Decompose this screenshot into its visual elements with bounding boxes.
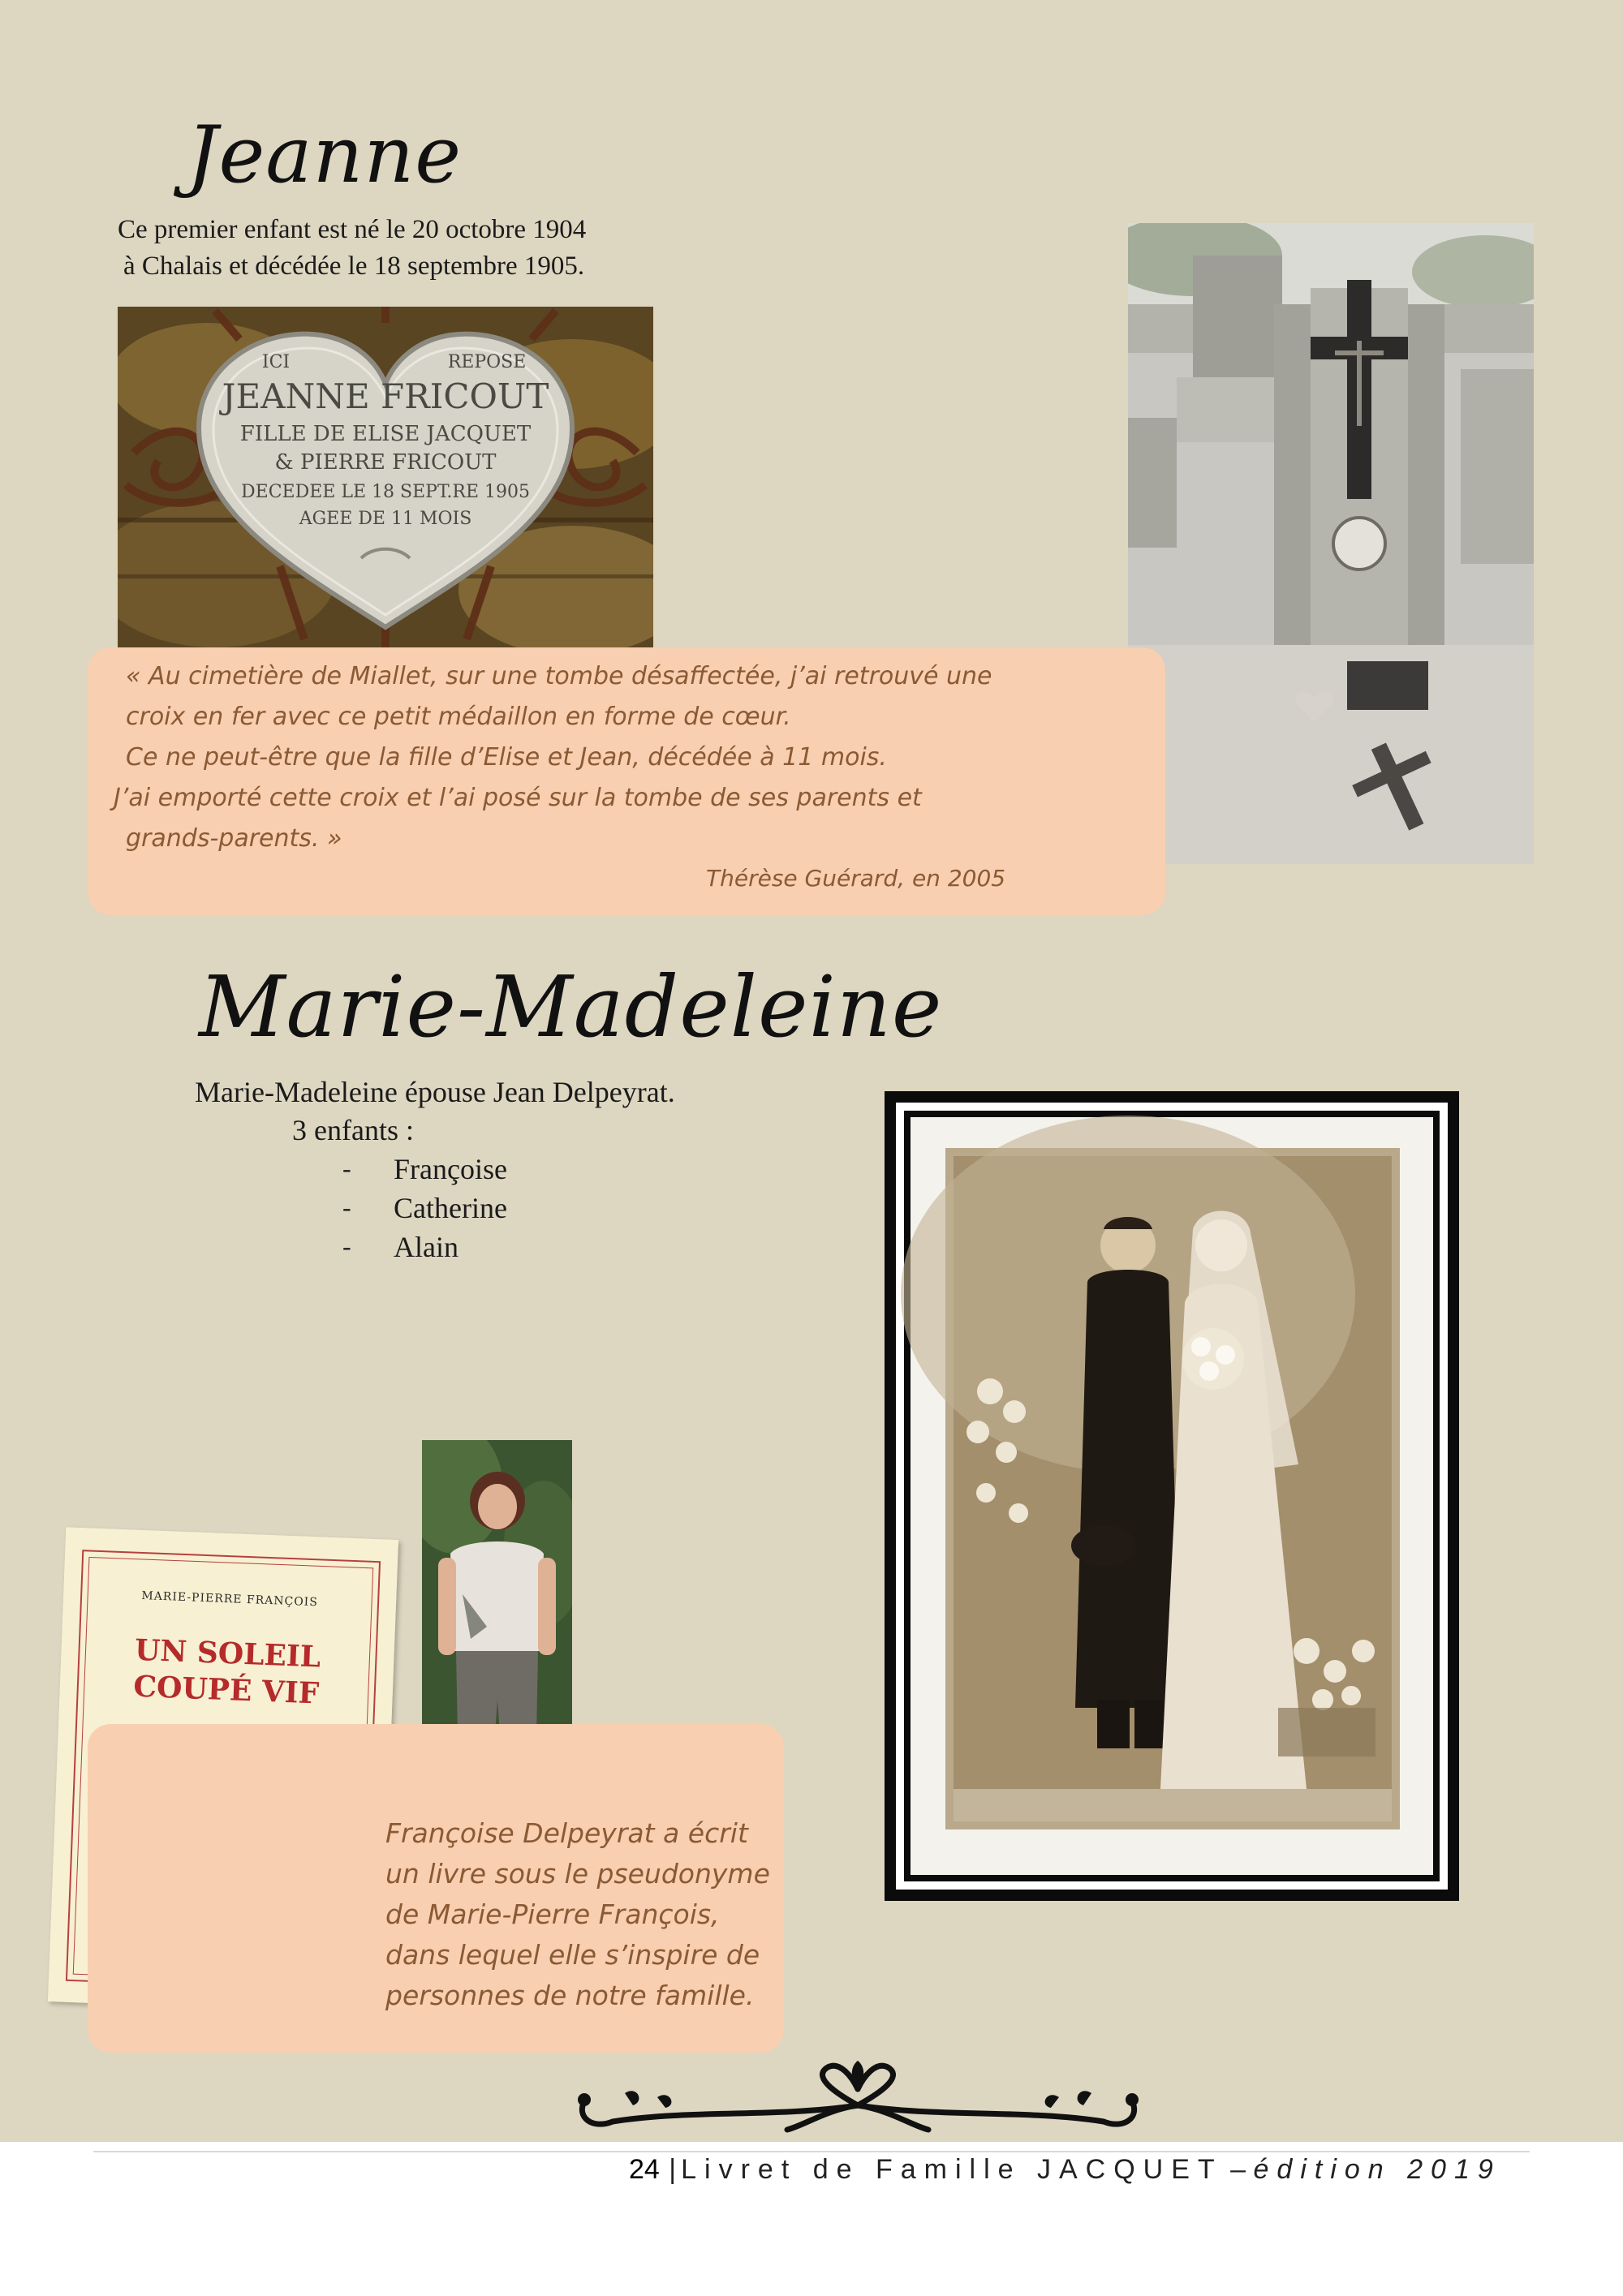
book-note-line-1: Françoise Delpeyrat a écrit <box>385 1817 748 1849</box>
cemetery-image <box>1128 223 1534 864</box>
plaque-text-repose: REPOSE <box>447 352 527 372</box>
plaque-text-name: JEANNE FRICOUT <box>222 376 549 416</box>
heart-plaque-image <box>118 307 653 656</box>
section-title-jeanne: Jeanne <box>187 110 462 200</box>
heart-plaque-photo <box>118 307 653 656</box>
book-title-line-2: COUPÉ VIF <box>132 1669 320 1711</box>
plaque-text-parents: FILLE DE ELISE JACQUET <box>239 422 532 446</box>
plaque-text-father: & PIERRE FRICOUT <box>274 450 497 475</box>
footer-dash: – <box>1230 2154 1246 2185</box>
book-title-line-1: UN SOLEIL <box>134 1632 321 1675</box>
footer-edition: édition 2019 <box>1253 2154 1501 2185</box>
children-label: 3 enfants : <box>292 1114 414 1146</box>
page-number: 24 <box>629 2154 660 2185</box>
plaque-text-age: AGEE DE 11 MOIS <box>299 509 472 529</box>
quote-line-5: grands-parents. » <box>126 824 342 853</box>
child-catherine: Catherine <box>394 1192 507 1224</box>
quote-line-1: « Au cimetière de Miallet, sur une tombe désaffectée, j’ai retrouvé une <box>126 662 992 690</box>
book-note-line-4: dans lequel elle s’inspire de <box>385 1939 760 1971</box>
quote-line-4: J’ai emporté cette croix et l’ai posé sur la tombe de ses parents et <box>114 784 922 812</box>
footer-rule <box>93 2151 1530 2152</box>
list-bullet: - <box>342 1232 351 1261</box>
decorative-flourish <box>568 2061 1148 2134</box>
list-bullet: - <box>342 1154 351 1183</box>
quote-line-3: Ce ne peut-être que la fille d’Elise et Jean, décédée à 11 mois. <box>126 743 887 772</box>
plaque-text-date: DECEDEE LE 18 SEPT.RE 1905 <box>241 482 530 502</box>
cemetery-grave-photo <box>1128 223 1534 864</box>
wedding-photo-frame <box>885 1091 1459 1901</box>
quote-attribution: Thérèse Guérard, en 2005 <box>706 865 1006 892</box>
page-footer <box>629 2154 1501 2186</box>
jeanne-intro-line-2: à Chalais et décédée le 18 septembre 1905. <box>123 252 585 281</box>
book-note-line-3: de Marie-Pierre François, <box>385 1898 720 1930</box>
quote-line-2: croix en fer avec ce petit médaillon en forme de cœur. <box>126 703 791 731</box>
footer-separator: | <box>669 2154 677 2185</box>
book-note-line-5: personnes de notre famille. <box>385 1980 755 2011</box>
jeanne-intro-line-1: Ce premier enfant est né le 20 octobre 1904 <box>118 215 587 244</box>
child-alain: Alain <box>394 1231 458 1263</box>
book-note-line-2: un livre sous le pseudonyme <box>385 1858 770 1890</box>
footer-title: Livret de Famille JACQUET <box>681 2154 1223 2185</box>
book-author: MARIE-PIERRE FRANÇOIS <box>141 1589 319 1610</box>
section-title-marie-madeleine: Marie-Madeleine <box>199 957 943 1056</box>
child-francoise: Françoise <box>394 1153 507 1185</box>
marriage-line: Marie-Madeleine épouse Jean Delpeyrat. <box>195 1076 675 1108</box>
plaque-text-ici: ICI <box>261 352 291 372</box>
list-bullet: - <box>342 1193 351 1222</box>
wedding-photo <box>885 1091 1459 1901</box>
